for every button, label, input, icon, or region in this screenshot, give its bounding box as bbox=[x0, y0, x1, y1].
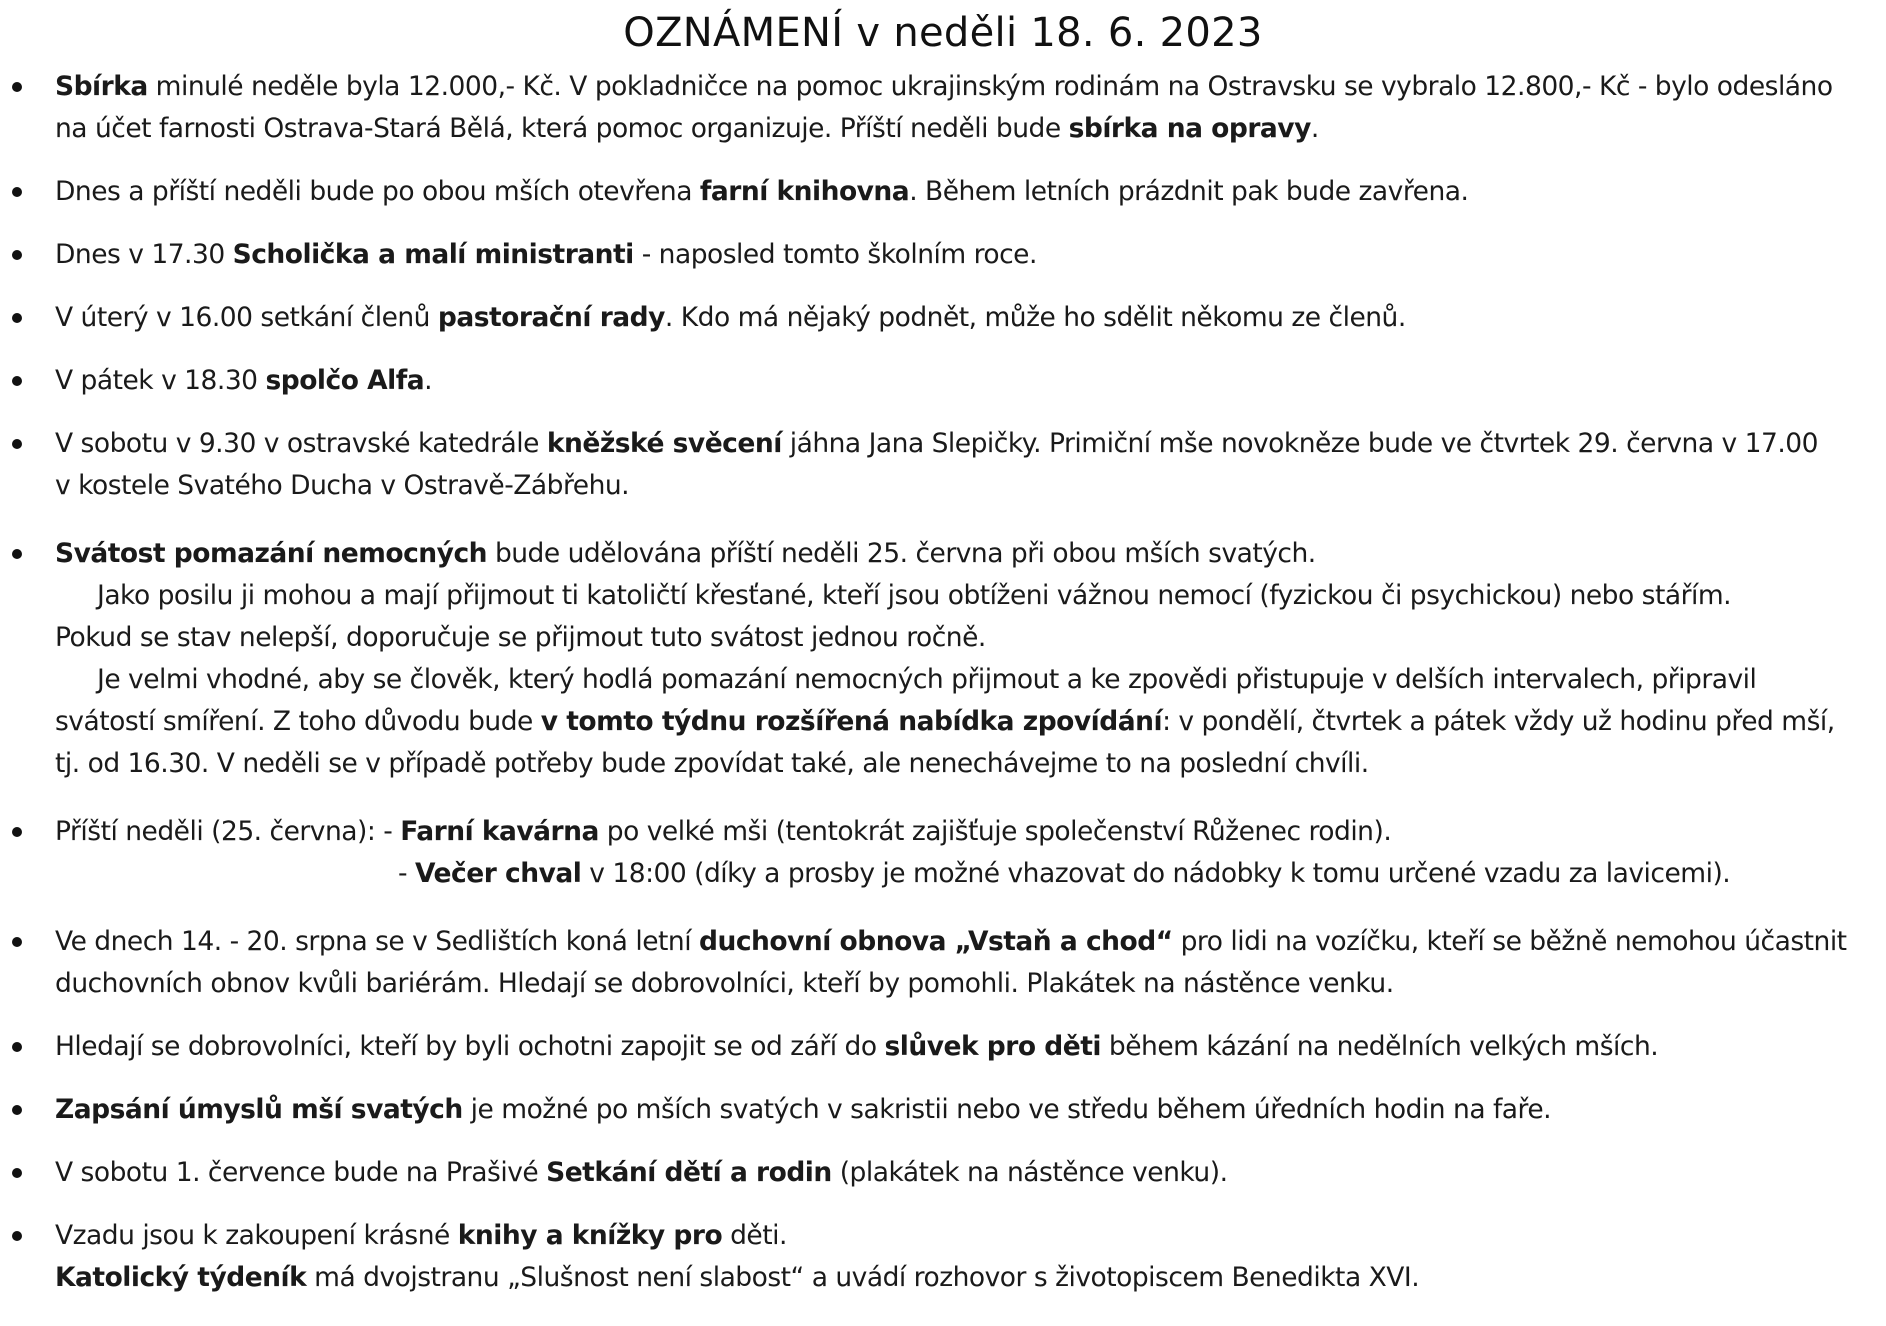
item-text: Hledají se dobrovolníci, kteří by byli ochotni zapojit se od září do bbox=[55, 1031, 885, 1062]
bold-text: Sbírka bbox=[55, 71, 148, 102]
item-text: děti. bbox=[722, 1220, 787, 1251]
item-text: na účet farnosti Ostrava-Stará Bělá, která pomoc organizuje. Příští neděli bude bbox=[55, 113, 1069, 144]
bold-text: Katolický týdeník bbox=[55, 1262, 307, 1293]
bullet-icon bbox=[12, 313, 22, 323]
item-text: V pátek v 18.30 bbox=[55, 365, 266, 396]
item-text: . Během letních prázdnit pak bude zavřena. bbox=[909, 176, 1469, 207]
list-item-next-sunday bbox=[0, 811, 1886, 895]
bullet-icon bbox=[12, 1231, 22, 1241]
bold-text: spolčo Alfa bbox=[265, 365, 425, 396]
item-line bbox=[55, 575, 1866, 617]
item-line bbox=[55, 701, 1866, 743]
bullet-icon bbox=[12, 250, 22, 260]
item-text: bude udělována příští neděli 25. června při obou mších svatých. bbox=[487, 538, 1316, 569]
page-title: OZNÁMENÍ v neděli 18. 6. 2023 bbox=[623, 10, 1263, 56]
item-text: tj. od 16.30. V neděli se v případě potřeby bude zpovídat také, ale nenechávejme to na poslední chvíli. bbox=[55, 748, 1369, 779]
item-text: V úterý v 16.00 setkání členů bbox=[55, 302, 438, 333]
item-line bbox=[55, 533, 1866, 575]
list-item-volunteers bbox=[0, 1026, 1886, 1068]
item-line bbox=[55, 743, 1866, 785]
bold-text: knihy a knížky pro bbox=[457, 1220, 723, 1251]
list-item-alfa bbox=[0, 360, 1886, 402]
list-item-mass-intentions bbox=[0, 1089, 1886, 1131]
bullet-icon bbox=[12, 376, 22, 386]
bullet-icon bbox=[12, 1105, 22, 1115]
item-line bbox=[55, 234, 1866, 276]
item-line bbox=[55, 853, 1866, 895]
list-item-pastoral-council bbox=[0, 297, 1886, 339]
bold-text: Setkání dětí a rodin bbox=[546, 1157, 832, 1188]
item-line bbox=[55, 423, 1866, 465]
bold-text: Zapsání úmyslů mší svatých bbox=[55, 1094, 463, 1125]
item-text: . bbox=[1310, 113, 1319, 144]
bullet-icon bbox=[12, 827, 22, 837]
item-text: duchovních obnov kvůli bariérám. Hledají se dobrovolníci, kteří by pomohli. Plakátek na nástěnce venku. bbox=[55, 968, 1394, 999]
bold-text: pastorační rady bbox=[437, 302, 665, 333]
bold-text: farní knihovna bbox=[699, 176, 910, 207]
bold-text: Farní kavárna bbox=[400, 816, 599, 847]
item-text: je možné po mších svatých v sakristii nebo ve středu během úředních hodin na faře. bbox=[462, 1094, 1552, 1125]
item-text: po velké mši (tentokrát zajišťuje společenství Růženec rodin). bbox=[598, 816, 1392, 847]
item-line bbox=[55, 1026, 1866, 1068]
list-item-collection bbox=[0, 66, 1886, 150]
bullet-icon bbox=[12, 549, 22, 559]
bold-text: Večer chval bbox=[415, 858, 582, 889]
item-line bbox=[55, 171, 1866, 213]
list-item-books bbox=[0, 1215, 1886, 1299]
item-text: Příští neděli (25. června): - bbox=[55, 816, 401, 847]
bullet-icon bbox=[12, 82, 22, 92]
announcement-list bbox=[0, 66, 1886, 1299]
bold-text: kněžské svěcení bbox=[546, 428, 782, 459]
item-line bbox=[55, 1215, 1866, 1257]
bullet-icon bbox=[12, 187, 22, 197]
item-line bbox=[55, 617, 1866, 659]
item-text: během kázání na nedělních velkých mších. bbox=[1100, 1031, 1659, 1062]
bold-text: Svátost pomazání nemocných bbox=[55, 538, 488, 569]
bullet-icon bbox=[12, 1168, 22, 1178]
item-text: Je velmi vhodné, aby se člověk, který hodlá pomazání nemocných přijmout a ke zpovědi přistupuje v delších intervalech, připravil bbox=[97, 664, 1757, 695]
item-text: . bbox=[424, 365, 433, 396]
item-text: v kostele Svatého Ducha v Ostravě-Zábřehu. bbox=[55, 470, 630, 501]
item-text: Jako posilu ji mohou a mají přijmout ti katoličtí křesťané, kteří jsou obtíženi vážnou nemocí (fyzickou či psychickou) nebo stářím. bbox=[97, 580, 1732, 611]
item-text: Dnes a příští neděli bude po obou mších otevřena bbox=[55, 176, 700, 207]
bullet-icon bbox=[12, 439, 22, 449]
item-line bbox=[55, 1089, 1866, 1131]
bold-text: slůvek pro děti bbox=[884, 1031, 1101, 1062]
bold-text: v tomto týdnu rozšířená nabídka zpovídání bbox=[540, 706, 1163, 737]
item-text: v 18:00 (díky a prosby je možné vhazovat do nádobky k tomu určené vzadu za lavicemi). bbox=[581, 858, 1731, 889]
bullet-icon bbox=[12, 1042, 22, 1052]
item-text: minulé neděle byla 12.000,- Kč. V pokladničce na pomoc ukrajinským rodinám na Ostravsku se vybralo 12.800,- Kč - bylo odesláno bbox=[147, 71, 1833, 102]
bullet-icon bbox=[12, 937, 22, 947]
item-line bbox=[55, 1257, 1866, 1299]
item-text: V sobotu v 9.30 v ostravské katedrále bbox=[55, 428, 547, 459]
list-item-ordination bbox=[0, 423, 1886, 507]
item-line bbox=[55, 360, 1866, 402]
item-text: V sobotu 1. července bude na Prašivé bbox=[55, 1157, 547, 1188]
item-line bbox=[55, 108, 1866, 150]
item-line bbox=[55, 659, 1866, 701]
item-line bbox=[55, 297, 1866, 339]
list-item-library bbox=[0, 171, 1886, 213]
item-text: (plakátek na nástěnce venku). bbox=[831, 1157, 1228, 1188]
item-text: pro lidi na vozíčku, kteří se běžně nemohou účastnit bbox=[1172, 926, 1847, 957]
list-item-retreat bbox=[0, 921, 1886, 1005]
item-text: Vzadu jsou k zakoupení krásné bbox=[55, 1220, 458, 1251]
item-text: svátostí smíření. Z toho důvodu bude bbox=[55, 706, 541, 737]
item-line bbox=[55, 1152, 1866, 1194]
item-line bbox=[55, 921, 1866, 963]
item-text: . Kdo má nějaký podnět, může ho sdělit někomu ze členů. bbox=[664, 302, 1406, 333]
item-text: : v pondělí, čtvrtek a pátek vždy už hodinu před mší, bbox=[1162, 706, 1835, 737]
item-line bbox=[55, 66, 1866, 108]
bold-text: Scholička a malí ministranti bbox=[232, 239, 634, 270]
item-line bbox=[55, 465, 1866, 507]
item-line bbox=[55, 963, 1866, 1005]
item-text: Pokud se stav nelepší, doporučuje se přijmout tuto svátost jednou ročně. bbox=[55, 622, 986, 653]
item-text: - bbox=[398, 858, 415, 889]
item-line bbox=[55, 811, 1866, 853]
item-text: jáhna Jana Slepičky. Primiční mše novokněze bude ve čtvrtek 29. června v 17.00 bbox=[781, 428, 1818, 459]
bold-text: sbírka na opravy bbox=[1068, 113, 1311, 144]
list-item-schola bbox=[0, 234, 1886, 276]
item-text: - naposled tomto školním roce. bbox=[633, 239, 1037, 270]
list-item-family-meeting bbox=[0, 1152, 1886, 1194]
item-text: Ve dnech 14. - 20. srpna se v Sedlištích koná letní bbox=[55, 926, 699, 957]
bold-text: duchovní obnova „Vstaň a chod“ bbox=[698, 926, 1173, 957]
list-item-anointing bbox=[0, 533, 1886, 785]
item-text: Dnes v 17.30 bbox=[55, 239, 233, 270]
item-text: má dvojstranu „Slušnost není slabost“ a uvádí rozhovor s životopiscem Benedikta XVI. bbox=[306, 1262, 1420, 1293]
